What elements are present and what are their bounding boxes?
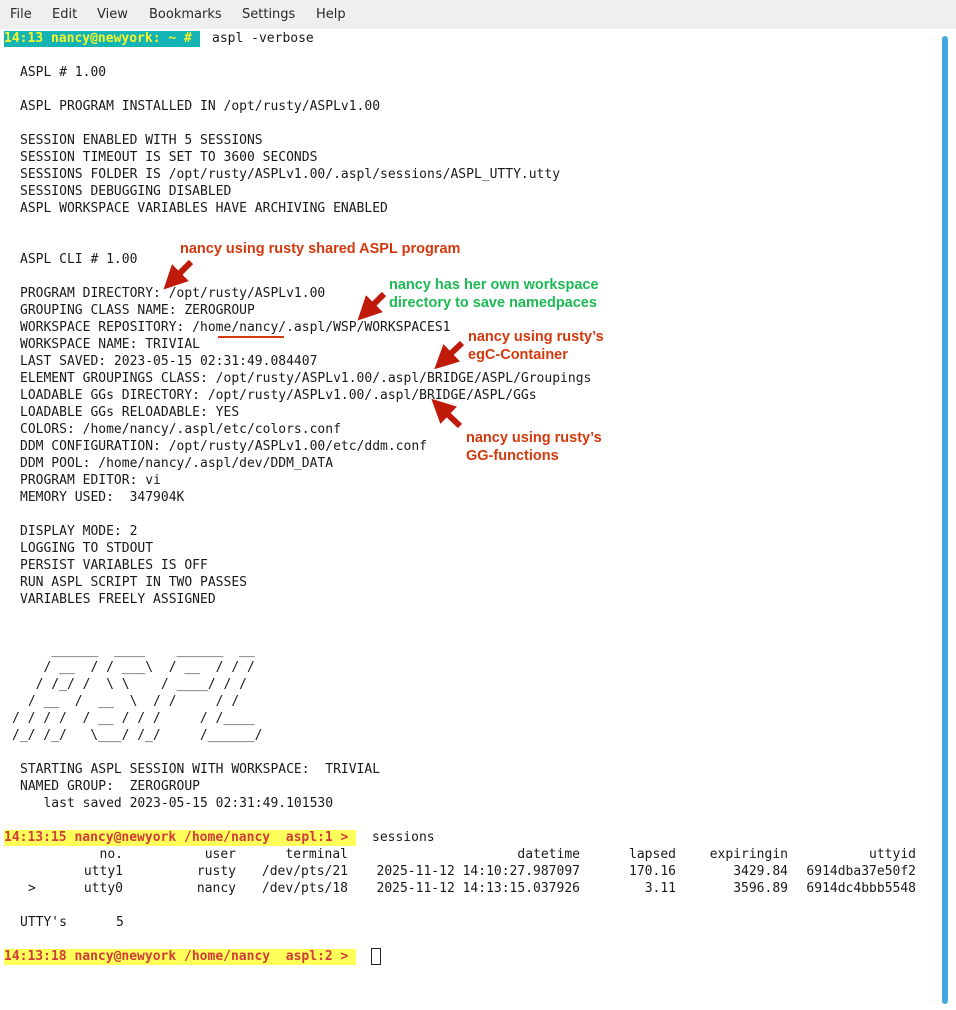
- output-line: DDM POOL: /home/nancy/.aspl/dev/DDM_DATA: [20, 456, 334, 471]
- output-line: NAMED GROUP: ZEROGROUP: [20, 779, 201, 794]
- annotation-egc-container: nancy using rusty’s egC-Container: [468, 329, 604, 363]
- table-cell: 3429.84: [733, 864, 788, 879]
- table-header: expiringin: [709, 847, 788, 862]
- table-header: lapsed: [629, 847, 676, 862]
- table-cell: 3596.89: [733, 881, 788, 896]
- annotation-gg-functions: nancy using rusty’s GG-functions: [466, 430, 602, 464]
- table-cell: 2025-11-12 14:13:15.037926: [376, 881, 580, 896]
- output-line: PROGRAM DIRECTORY: /opt/rusty/ASPLv1.00: [20, 286, 326, 301]
- ascii-art-line: / / / / / __ / / / / /____: [12, 711, 255, 726]
- output-line: SESSIONS DEBUGGING DISABLED: [20, 184, 232, 199]
- annotation-shared-program: nancy using rusty shared ASPL program: [180, 241, 461, 257]
- table-cell: nancy: [196, 881, 236, 896]
- ascii-art-line: / __ / / ___\ / __ / / /: [20, 660, 255, 675]
- table-header: uttyid: [869, 847, 916, 862]
- output-line: LOADABLE GGs RELOADABLE: YES: [20, 405, 240, 420]
- output-line: WORKSPACE REPOSITORY: /home/nancy/.aspl/WSP/WORKSPACES1: [20, 320, 451, 335]
- ascii-art-line: ______ ____ ______ __: [20, 643, 255, 658]
- text-cursor: [371, 948, 381, 965]
- table-cell: /dev/pts/18: [261, 881, 348, 896]
- output-line: last saved 2023-05-15 02:31:49.101530: [20, 796, 334, 811]
- output-line: LOGGING TO STDOUT: [20, 541, 154, 556]
- table-cell: 170.16: [629, 864, 676, 879]
- output-line: SESSIONS FOLDER IS /opt/rusty/ASPLv1.00/.aspl/sessions/ASPL_UTTY.utty: [20, 167, 561, 182]
- table-cell: 3.11: [644, 881, 676, 896]
- table-cell: 6914dba37e50f2: [806, 864, 916, 879]
- menu-bar: [0, 0, 956, 29]
- output-line: SESSION TIMEOUT IS SET TO 3600 SECONDS: [20, 150, 318, 165]
- output-line: ASPL WORKSPACE VARIABLES HAVE ARCHIVING ENABLED: [20, 201, 388, 216]
- table-cell: utty0: [83, 881, 123, 896]
- command-text: sessions: [372, 830, 435, 845]
- menu-help[interactable]: Help: [316, 7, 346, 22]
- sessions-count: 5: [116, 915, 124, 930]
- output-line: ASPL # 1.00: [20, 65, 107, 80]
- output-line: STARTING ASPL SESSION WITH WORKSPACE: TRIVIAL: [20, 762, 381, 777]
- menu-settings[interactable]: Settings: [242, 7, 296, 22]
- output-line: COLORS: /home/nancy/.aspl/etc/colors.conf: [20, 422, 341, 437]
- table-cell: /dev/pts/21: [261, 864, 348, 879]
- output-line: DISPLAY MODE: 2: [20, 524, 138, 539]
- ascii-art-line: /_/ /_/ \___/ /_/ /______/: [12, 728, 263, 743]
- output-line: PERSIST VARIABLES IS OFF: [20, 558, 208, 573]
- output-line: WORKSPACE NAME: TRIVIAL: [20, 337, 201, 352]
- scrollbar-thumb[interactable]: [942, 36, 948, 1004]
- table-cell: 2025-11-12 14:10:27.987097: [376, 864, 580, 879]
- output-line: ASPL PROGRAM INSTALLED IN /opt/rusty/ASPLv1.00: [20, 99, 381, 114]
- table-cell: rusty: [196, 864, 236, 879]
- output-line: SESSION ENABLED WITH 5 SESSIONS: [20, 133, 263, 148]
- output-line: ELEMENT GROUPINGS CLASS: /opt/rusty/ASPLv1.00/.aspl/BRIDGE/ASPL/Groupings: [20, 371, 592, 386]
- row-marker: >: [28, 881, 36, 896]
- shell-prompt: 14:13 nancy@newyork: ~ #: [4, 31, 200, 46]
- table-header: datetime: [517, 847, 580, 862]
- output-line: DDM CONFIGURATION: /opt/rusty/ASPLv1.00/etc/ddm.conf: [20, 439, 427, 454]
- aspl-prompt: 14:13:18 nancy@newyork /home/nancy aspl:2 >: [4, 949, 357, 964]
- annotation-workspace: nancy has her own workspace directory to save namedpaces: [389, 277, 599, 311]
- table-header: user: [204, 847, 236, 862]
- terminal-area[interactable]: [0, 29, 934, 1010]
- table-header: terminal: [285, 847, 348, 862]
- output-line: PROGRAM EDITOR: vi: [20, 473, 161, 488]
- output-line: LOADABLE GGs DIRECTORY: /opt/rusty/ASPLv1.00/.aspl/BRIDGE/ASPL/GGs: [20, 388, 537, 403]
- aspl-prompt: 14:13:15 nancy@newyork /home/nancy aspl:1 >: [4, 830, 357, 845]
- output-line: ASPL CLI # 1.00: [20, 252, 138, 267]
- ascii-art-line: / __ / __ \ / / / /: [20, 694, 240, 709]
- output-line: MEMORY USED: 347904K: [20, 490, 185, 505]
- table-cell: 6914dc4bbb5548: [806, 881, 916, 896]
- output-line: GROUPING CLASS NAME: ZEROGROUP: [20, 303, 255, 318]
- menu-view[interactable]: View: [97, 7, 128, 22]
- ascii-art-line: / /_/ / \ \ / ____/ / /: [20, 677, 247, 692]
- command-text: aspl -verbose: [212, 31, 314, 46]
- sessions-count-label: UTTY's: [20, 915, 67, 930]
- output-line: LAST SAVED: 2023-05-15 02:31:49.084407: [20, 354, 318, 369]
- output-line: VARIABLES FREELY ASSIGNED: [20, 592, 216, 607]
- table-cell: utty1: [83, 864, 123, 879]
- menu-bookmarks[interactable]: Bookmarks: [149, 7, 222, 22]
- table-header: no.: [99, 847, 123, 862]
- output-line: RUN ASPL SCRIPT IN TWO PASSES: [20, 575, 247, 590]
- menu-edit[interactable]: Edit: [52, 7, 78, 22]
- menu-file[interactable]: File: [10, 7, 32, 22]
